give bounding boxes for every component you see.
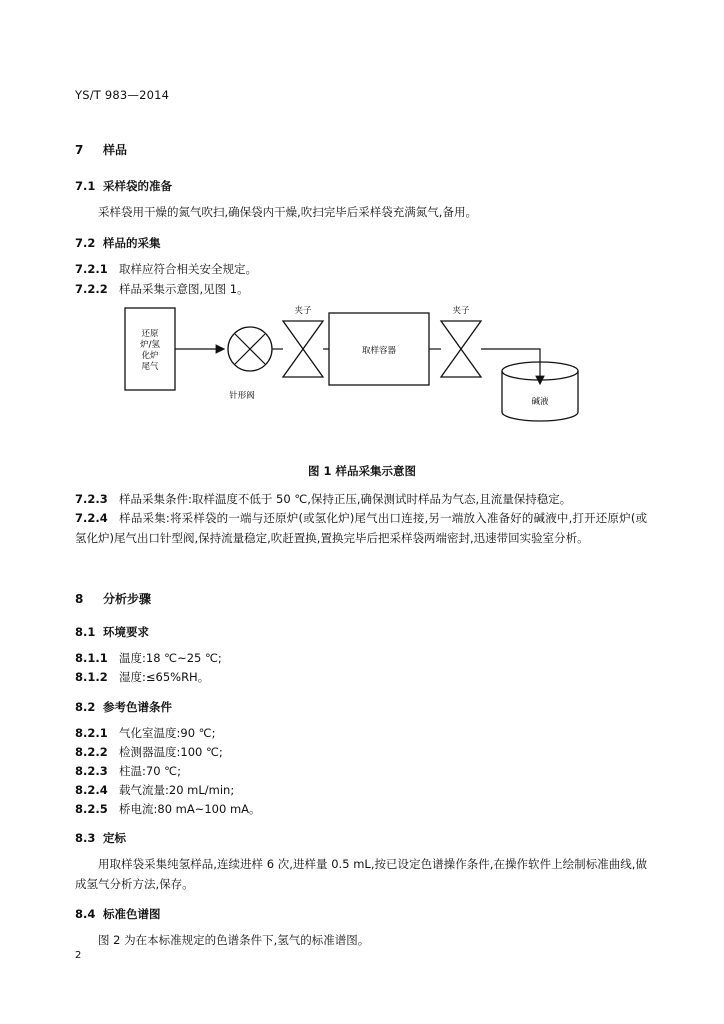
section-number: 8.3	[75, 831, 96, 845]
section-8-heading	[75, 590, 151, 607]
clause-number: 7.2.2	[75, 282, 108, 296]
clause-8-1-1	[75, 649, 222, 668]
clause-text: 载气流量:20 mL/min;	[119, 783, 235, 797]
clause-7-2-3	[75, 490, 571, 509]
section-number: 8	[75, 592, 84, 606]
sampling-container-label: 取样容器	[361, 346, 397, 356]
section-8-4-text: 图 2 为在本标准规定的色谱条件下,氢气的标准谱图。	[98, 933, 370, 947]
clause-text: 温度:18 ℃~25 ℃;	[119, 651, 222, 665]
clause-number: 8.2.3	[75, 764, 108, 778]
section-8-4-heading	[75, 906, 161, 922]
section-7-1-heading	[75, 178, 172, 194]
section-title: 样品	[103, 143, 128, 157]
section-title: 标准色谱图	[103, 907, 161, 921]
section-number: 7.2	[75, 236, 96, 250]
clause-text: 湿度:≤65%RH。	[119, 670, 210, 684]
clause-8-2-4	[75, 781, 234, 800]
clause-number: 7.2.4	[75, 511, 108, 525]
needle-valve-label: 针形阀	[229, 391, 255, 401]
clause-8-2-5	[75, 800, 261, 819]
standard-number: YS/T 983—2014	[75, 88, 170, 102]
furnace-label-line-4: 尾气	[141, 362, 159, 372]
section-number: 8.4	[75, 907, 96, 921]
clamp-1-label: 夹子	[294, 306, 312, 316]
section-7-2-heading	[75, 235, 161, 251]
figure-1-caption: 图 1 样品采集示意图	[307, 464, 416, 478]
clause-number: 8.1.1	[75, 651, 108, 665]
clause-number: 7.2.1	[75, 262, 108, 276]
section-8-3-heading	[75, 830, 126, 846]
section-number: 8.2	[75, 700, 96, 714]
furnace-label-line-1: 还原	[141, 329, 159, 339]
section-title: 定标	[103, 831, 126, 845]
section-8-3-text: 用取样袋采集纯氢样品,连续进样 6 次,进样量 0.5 mL,按已设定色谱操作条件,在操作软件上绘制标准曲线,做成氢气分析方法,保存。	[75, 857, 647, 891]
section-title: 参考色谱条件	[103, 700, 172, 714]
clause-7-2-1	[75, 260, 257, 279]
clause-text: 桥电流:80 mA~100 mA。	[119, 802, 261, 816]
clause-number: 7.2.3	[75, 492, 108, 506]
clause-number: 8.2.2	[75, 745, 108, 759]
section-number: 8.1	[75, 625, 96, 639]
clause-8-1-2	[75, 668, 209, 687]
clause-7-2-4	[75, 509, 647, 548]
pipe-clamp-2-to-beaker	[481, 349, 540, 384]
section-number: 7.1	[75, 179, 96, 193]
clause-text: 柱温:70 ℃;	[119, 764, 181, 778]
clamp-2-label: 夹子	[452, 306, 470, 316]
furnace-label-line-3: 化炉	[141, 351, 159, 361]
section-title: 分析步骤	[103, 592, 152, 606]
clause-text: 取样应符合相关安全规定。	[119, 262, 257, 276]
clause-number: 8.2.4	[75, 783, 108, 797]
clause-text: 气化室温度:90 ℃;	[119, 726, 216, 740]
section-title: 采样袋的准备	[103, 179, 172, 193]
clause-7-2-2	[75, 280, 249, 299]
section-8-1-heading	[75, 624, 149, 640]
clause-8-2-3	[75, 762, 181, 781]
furnace-label-line-2: 炉/氢	[140, 340, 160, 350]
clause-number: 8.1.2	[75, 670, 108, 684]
clause-text: 样品采集示意图,见图 1。	[119, 282, 249, 296]
page-number: 2	[75, 950, 82, 961]
section-7-heading	[75, 141, 127, 158]
section-number: 7	[75, 143, 84, 157]
clause-8-2-1	[75, 724, 215, 743]
section-title: 样品的采集	[103, 236, 161, 250]
clamp-2-symbol	[441, 321, 481, 377]
clause-text: 检测器温度:100 ℃;	[119, 745, 223, 759]
section-8-2-heading	[75, 699, 172, 715]
clause-number: 8.2.5	[75, 802, 108, 816]
clause-8-2-2	[75, 743, 223, 762]
clause-number: 8.2.1	[75, 726, 108, 740]
section-7-1-text: 采样袋用干燥的氮气吹扫,确保袋内干燥,吹扫完毕后采样袋充满氮气,备用。	[98, 205, 477, 219]
clause-text: 样品采集:将采样袋的一端与还原炉(或氢化炉)尾气出口连接,另一端放入准备好的碱液中,打开还原炉(或氢化炉)尾气出口针型阀,保持流量稳定,吹赶置换,置换完毕后把采样袋两端密封,迅速带回实验室分析。	[75, 511, 647, 545]
beaker-label: 碱液	[531, 397, 549, 407]
clamp-1-symbol	[283, 321, 323, 377]
figure-1-diagram	[110, 300, 610, 460]
section-title: 环境要求	[103, 625, 149, 639]
clause-text: 样品采集条件:取样温度不低于 50 ℃,保持正压,确保测试时样品为气态,且流量保持稳定。	[119, 492, 572, 506]
